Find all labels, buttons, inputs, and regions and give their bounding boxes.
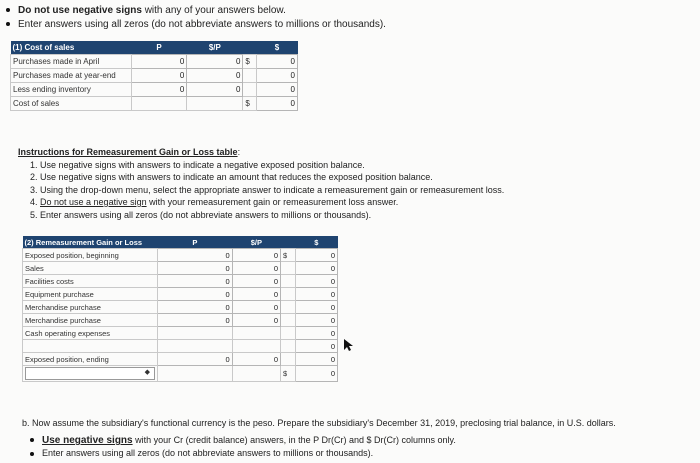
bullet-dot [6,22,10,26]
rate-input[interactable]: 0 [232,314,280,327]
bullet-zeros [6,19,386,31]
table-row [23,327,338,340]
gain-loss-select-cell [23,366,158,382]
header-label: (1) Cost of sales [11,41,132,55]
cursor-arrow-icon [343,338,353,352]
header-usd: $ [257,41,298,55]
currency-sign: $ [281,366,296,382]
table-row [23,314,338,327]
rate-input[interactable]: 0 [232,262,280,275]
row-label: Sales [23,262,158,275]
usd-input[interactable]: 0 [257,97,298,111]
p-input[interactable]: 0 [158,275,233,288]
emphasis-no-negative: Do not use negative signs [18,5,142,16]
table-row [23,353,338,366]
part-b-bullet-1 [30,434,456,447]
bullet-dot [30,452,34,456]
p-input[interactable]: 0 [158,262,233,275]
usd-input[interactable]: 0 [295,262,337,275]
instruction-text: with your remeasurement gain or remeasurement loss answer. [146,197,399,207]
table-row [23,275,338,288]
usd-input[interactable]: 0 [295,340,337,353]
table-header [11,41,298,55]
row-label: Equipment purchase [23,288,158,301]
header-p: P [131,41,187,55]
empty-cell [158,327,233,340]
p-input[interactable]: 0 [131,55,187,69]
header-rate: $/P [232,236,280,249]
usd-input[interactable]: 0 [295,301,337,314]
usd-input[interactable]: 0 [295,353,337,366]
currency-sign [243,83,257,97]
usd-input[interactable]: 0 [257,83,298,97]
usd-input[interactable]: 0 [295,249,337,262]
rate-input[interactable]: 0 [232,249,280,262]
usd-input[interactable]: 0 [295,275,337,288]
header-cur [281,236,296,249]
table-header [23,236,338,249]
p-input[interactable]: 0 [131,83,187,97]
instructions-block [18,146,688,221]
row-label: Merchandise purchase [23,301,158,314]
row-label [23,340,158,353]
row-label: Exposed position, beginning [23,249,158,262]
remeasurement-table [22,236,338,382]
instruction-item: 2. Use negative signs with answers to indicate an amount that reduces the exposed position balance. [30,172,433,182]
p-input[interactable]: 0 [158,353,233,366]
empty-cell [158,340,233,353]
row-label: Less ending inventory [11,83,132,97]
table-row [23,288,338,301]
currency-sign [281,288,296,301]
table-row [11,97,298,111]
header-label: (2) Remeasurement Gain or Loss [23,236,158,249]
row-label: Purchases made at year-end [11,69,132,83]
empty-cell [232,327,280,340]
cost-of-sales-table [10,41,298,111]
bullet-text: Enter answers using all zeros (do not abbreviate answers to millions or thousands). [18,19,386,30]
empty-cell [187,97,243,111]
row-label: Facilities costs [23,275,158,288]
p-input[interactable]: 0 [131,69,187,83]
row-label: Exposed position, ending [23,353,158,366]
p-input[interactable]: 0 [158,314,233,327]
usd-input[interactable]: 0 [295,288,337,301]
empty-cell [232,366,280,382]
p-input[interactable]: 0 [158,249,233,262]
currency-sign [281,262,296,275]
currency-sign [281,314,296,327]
emphasis-negative-signs: Use negative signs [42,435,133,446]
rate-input[interactable]: 0 [187,83,243,97]
bullet-no-negative-signs [6,5,286,17]
rate-input[interactable]: 0 [232,275,280,288]
p-input[interactable]: 0 [158,288,233,301]
part-b-bullet-2 [30,448,373,459]
usd-input[interactable]: 0 [257,55,298,69]
usd-input[interactable]: 0 [295,366,337,382]
currency-sign: $ [243,55,257,69]
currency-sign [281,353,296,366]
currency-sign: $ [243,97,257,111]
p-input[interactable]: 0 [158,301,233,314]
rate-input[interactable]: 0 [187,69,243,83]
currency-sign [281,340,296,353]
bullet-text: with any of your answers below. [141,5,286,16]
part-b-text: b. Now assume the subsidiary's functional currency is the peso. Prepare the subsidiary's December 31, 2019, preclosing trial balance, in U.S. dollars. [22,418,616,428]
bullet-dot [30,438,34,442]
empty-cell [131,97,187,111]
table-row [11,69,298,83]
usd-input[interactable]: 0 [257,69,298,83]
usd-input[interactable]: 0 [295,314,337,327]
table-row [11,83,298,97]
table-row [23,249,338,262]
table-row [23,262,338,275]
table-row [23,340,338,353]
header-usd: $ [295,236,337,249]
currency-sign [281,327,296,340]
table-row [23,301,338,314]
empty-cell [232,340,280,353]
instruction-emphasis: Do not use a negative sign [40,197,147,207]
instructions-colon: : [237,147,241,157]
usd-input[interactable]: 0 [295,327,337,340]
bullet-dot [6,8,10,12]
row-label: Cash operating expenses [23,327,158,340]
rate-input[interactable]: 0 [187,55,243,69]
rate-input[interactable]: 0 [232,301,280,314]
row-label: Purchases made in April [11,55,132,69]
bullet-text: Enter answers using all zeros (do not abbreviate answers to millions or thousands). [42,448,374,458]
currency-sign: $ [281,249,296,262]
instructions-title-text: Instructions for Remeasurement Gain or Loss table [18,147,238,157]
instruction-item: 1. Use negative signs with answers to indicate a negative exposed position balance. [30,159,365,170]
instruction-item [18,196,688,209]
table-row [11,55,298,69]
instruction-item: 3. Using the drop-down menu, select the appropriate answer to indicate a remeasurement gain or remeasurement loss. [30,184,505,195]
empty-cell [158,366,233,382]
dropdown-arrow-icon: ◆ [144,369,150,376]
instructions-title [18,146,688,159]
rate-input[interactable]: 0 [232,288,280,301]
instruction-number: 4. [30,197,41,207]
currency-sign [243,69,257,83]
header-cur [243,41,257,55]
row-label: Merchandise purchase [23,314,158,327]
header-rate: $/P [187,41,243,55]
table-row [23,366,338,382]
header-p: P [158,236,233,249]
currency-sign [281,301,296,314]
currency-sign [281,275,296,288]
row-label: Cost of sales [11,97,132,111]
rate-input[interactable]: 0 [232,353,280,366]
bullet-text: with your Cr (credit balance) answers, in the P Dr(Cr) and $ Dr(Cr) columns only. [132,435,456,445]
instruction-item: 5. Enter answers using all zeros (do not abbreviate answers to millions or thousands). [30,209,372,220]
gain-loss-select[interactable] [25,367,155,380]
